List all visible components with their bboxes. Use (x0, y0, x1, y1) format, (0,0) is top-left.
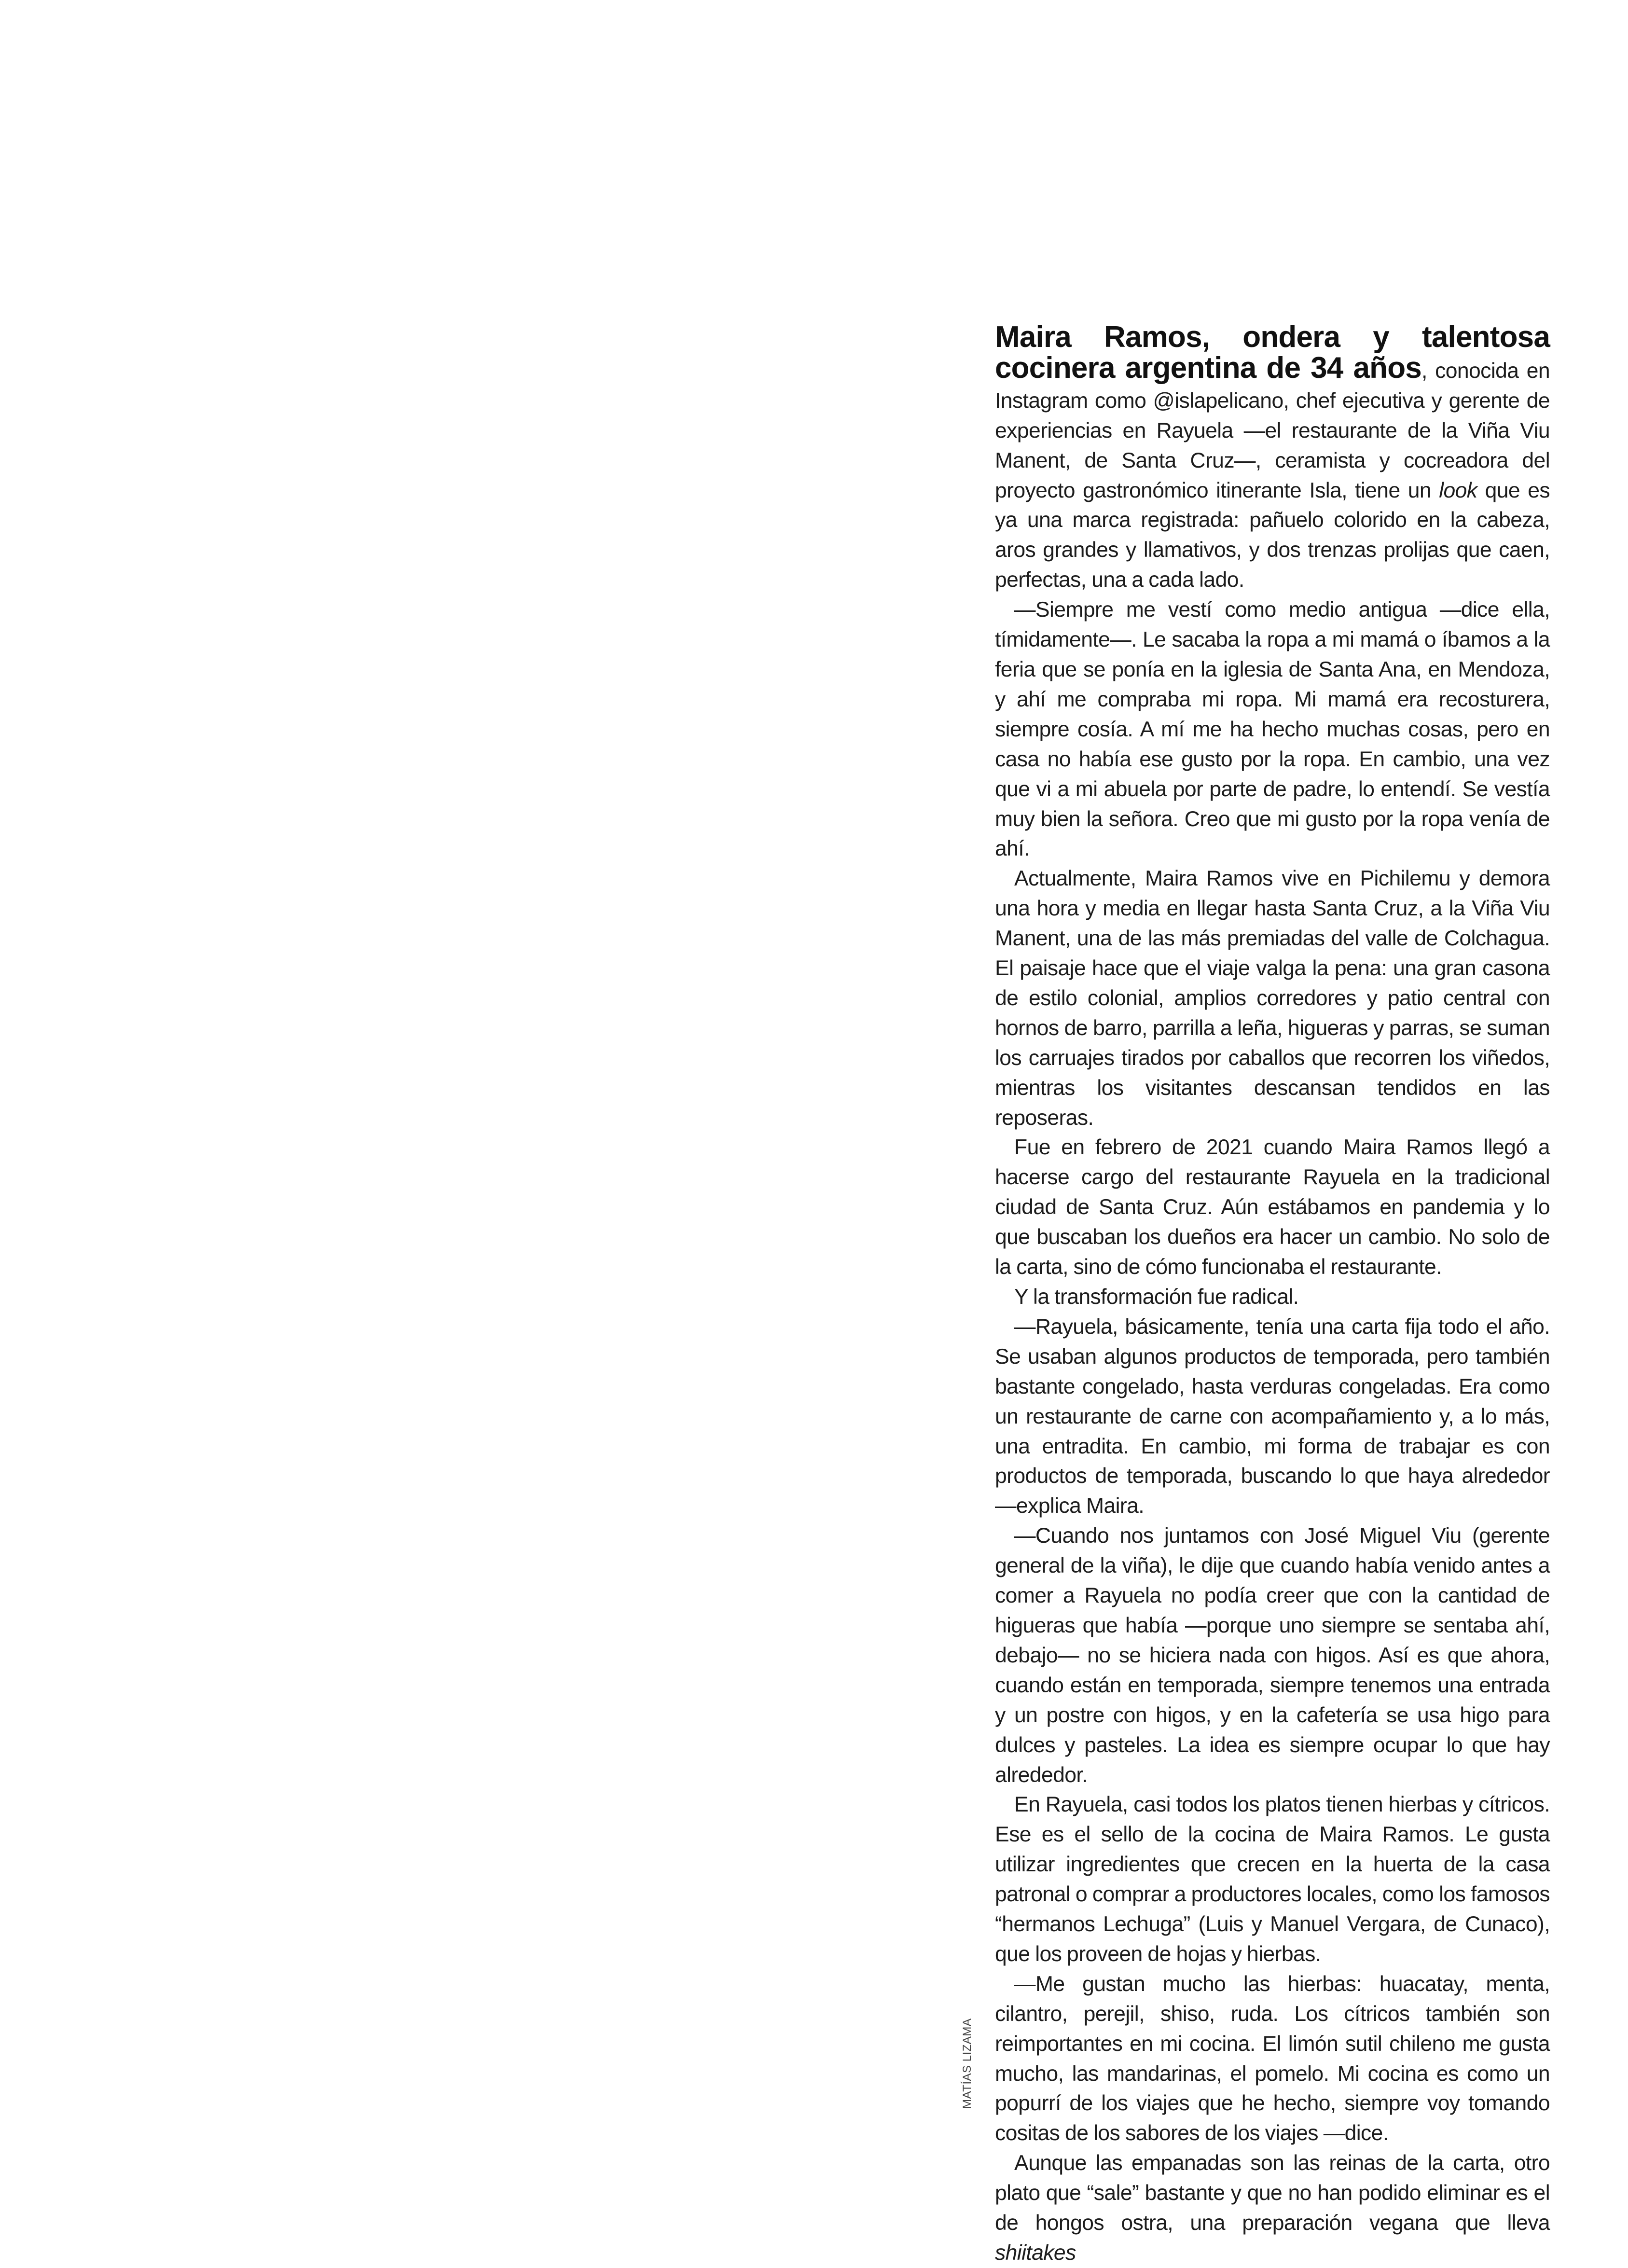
article-paragraph-9: —Me gustan mucho las hierbas: huacatay, menta, cilantro, perejil, shiso, ruda. Los cítricos también son reimportantes en mi cocina. El limón sutil chileno me gusta mucho, las mandarinas, el pomelo. Mi cocina es como un popurrí de los viajes que he hecho, siempre voy tomando cositas de los sabores de los viajes —dice. (995, 1972, 1550, 2145)
article-emphasis-shiitakes: shiitakes (995, 2241, 1076, 2265)
article-column (995, 320, 1550, 2268)
photo-credit: MATÍAS LIZAMA (961, 2018, 974, 2109)
article-paragraph-8: En Rayuela, casi todos los platos tienen hierbas y cítricos. Ese es el sello de la cocina de Maira Ramos. Le gusta utilizar ingredientes que crecen en la huerta de la casa patronal o comprar a productores locales, como los famosos “hermanos Lechuga” (Luis y Manuel Vergara, de Cunaco), que los proveen de hojas y hierbas. (995, 1793, 1550, 1966)
article-paragraph-1 (995, 320, 1550, 595)
article-paragraph-1-rest: que es ya una marca registrada: pañuelo colorido en la cabeza, aros grandes y llamativos, y dos trenzas prolijas que caen, perfectas, una a cada lado. (995, 478, 1550, 592)
article-paragraph-6: —Rayuela, básicamente, tenía una carta fija todo el año. Se usaban algunos productos de temporada, pero también bastante congelado, hasta verduras congeladas. Era como un restaurante de carne con acompañamiento y, a lo más, una entradita. En cambio, mi forma de trabajar es con productos de temporada, buscando lo que haya alrededor —explica Maira. (995, 1314, 1550, 1518)
article-paragraph-10 (995, 2148, 1550, 2268)
article-lead: Maira Ramos, ondera y talentosa cocinera argentina de 34 años (995, 320, 1550, 385)
article-paragraph-3: Actualmente, Maira Ramos vive en Pichilemu y demora una hora y media en llegar hasta Santa Cruz, a la Viña Viu Manent, una de las más premiadas del valle de Colchagua. El paisaje hace que el viaje valga la pena: una gran casona de estilo colonial, amplios corredores y patio central con hornos de barro, parrilla a leña, higueras y parras, se suman los carruajes tirados por caballos que recorren los viñedos, mientras los visitantes descansan tendidos en las reposeras. (995, 867, 1550, 1130)
article-emphasis-look: look (1439, 478, 1477, 502)
article-paragraph-10-text: Aunque las empanadas son las reinas de la carta, otro plato que “sale” bastante y que no han podido eliminar es el de hongos ostra, una preparación vegana que lleva (995, 2151, 1550, 2235)
article-paragraph-2: —Siempre me vestí como medio antigua —dice ella, tímidamente—. Le sacaba la ropa a mi mamá o íbamos a la feria que se ponía en la iglesia de Santa Ana, en Mendoza, y ahí me compraba mi ropa. Mi mamá era recosturera, siempre cosía. A mí me ha hecho muchas cosas, pero en casa no había ese gusto por la ropa. En cambio, una vez que vi a mi abuela por parte de padre, lo entendí. Se vestía muy bien la señora. Creo que mi gusto por la ropa venía de ahí. (995, 598, 1550, 861)
article-paragraph-5: Y la transformación fue radical. (1014, 1285, 1299, 1309)
article-paragraph-7: —Cuando nos juntamos con José Miguel Viu (gerente general de la viña), le dije que cuando había venido antes a comer a Rayuela no podía creer que con la cantidad de higueras que había —porque uno siempre se sentaba ahí, debajo— no se hiciera nada con higos. Así es que ahora, cuando están en temporada, siempre tenemos una entrada y un postre con higos, y en la cafetería se usa higo para dulces y pasteles. La idea es siempre ocupar lo que hay alrededor. (995, 1524, 1550, 1787)
article-paragraph-1-text: , conocida en Instagram como @islapelicano, chef ejecutiva y gerente de experiencias en Rayuela —el restaurante de la Viña Viu Manent, de Santa Cruz—, ceramista y cocreadora del proyecto gastronómico itinerante Isla, tiene un (995, 359, 1550, 502)
article-paragraph-4: Fue en febrero de 2021 cuando Maira Ramos llegó a hacerse cargo del restaurante Rayuela en la tradicional ciudad de Santa Cruz. Aún estábamos en pandemia y lo que buscaban los dueños era hacer un cambio. No solo de la carta, sino de cómo funcionaba el restaurante. (995, 1135, 1550, 1279)
